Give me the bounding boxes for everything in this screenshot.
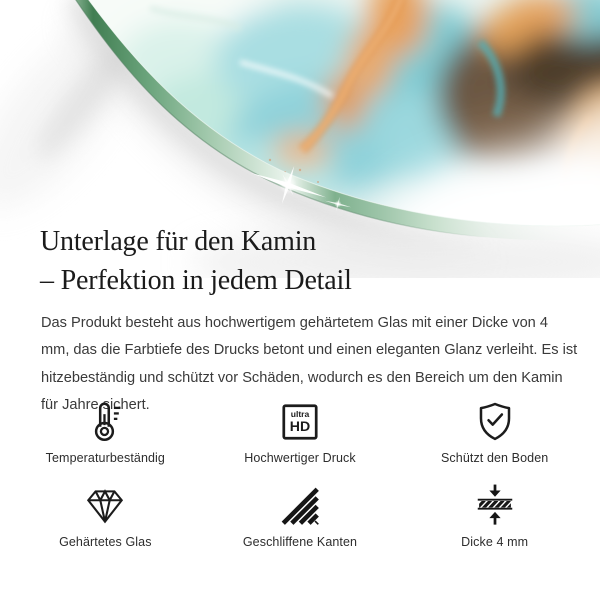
feature-temperature <box>8 399 203 465</box>
feature-label: Hochwertiger Druck <box>244 451 356 465</box>
feature-label: Gehärtetes Glas <box>59 535 152 549</box>
feature-tempered-glass <box>8 483 203 549</box>
feature-label: Schützt den Boden <box>440 451 549 465</box>
diamond-icon <box>82 483 128 529</box>
ultra-hd-icon <box>277 399 323 445</box>
product-description: Das Produkt besteht aus hochwertigem gehärtetem Glas mit einer Dicke von 4 mm, das die Farbtiefe des Drucks betont und einen eleganten Glanz verleiht. Es ist hitzebeständig und schützt vor Schäden, wodurch es den Bereich um den Kamin für Jahre sichert. <box>41 315 578 414</box>
thermometer-icon <box>82 399 128 445</box>
polished-edges-icon <box>277 483 323 529</box>
feature-grid <box>8 399 592 549</box>
shield-check-icon <box>472 399 518 445</box>
feature-label: Dicke 4 mm <box>461 535 529 549</box>
page-title-line2: – Perfektion in jedem Detail <box>40 265 352 296</box>
page-title <box>40 222 560 300</box>
ultra-hd-badge-bottom: HD <box>289 417 311 434</box>
feature-thickness <box>397 483 592 549</box>
feature-polished-edges <box>203 483 398 549</box>
ultra-hd-badge-top: ultra <box>290 408 310 419</box>
feature-floor-protection <box>397 399 592 465</box>
thickness-icon <box>472 483 518 529</box>
feature-label: Geschliffene Kanten <box>242 535 358 549</box>
feature-print-quality <box>203 399 398 465</box>
feature-label: Temperaturbeständig <box>45 451 165 465</box>
page-title-line1: Unterlage für den Kamin <box>40 226 317 257</box>
